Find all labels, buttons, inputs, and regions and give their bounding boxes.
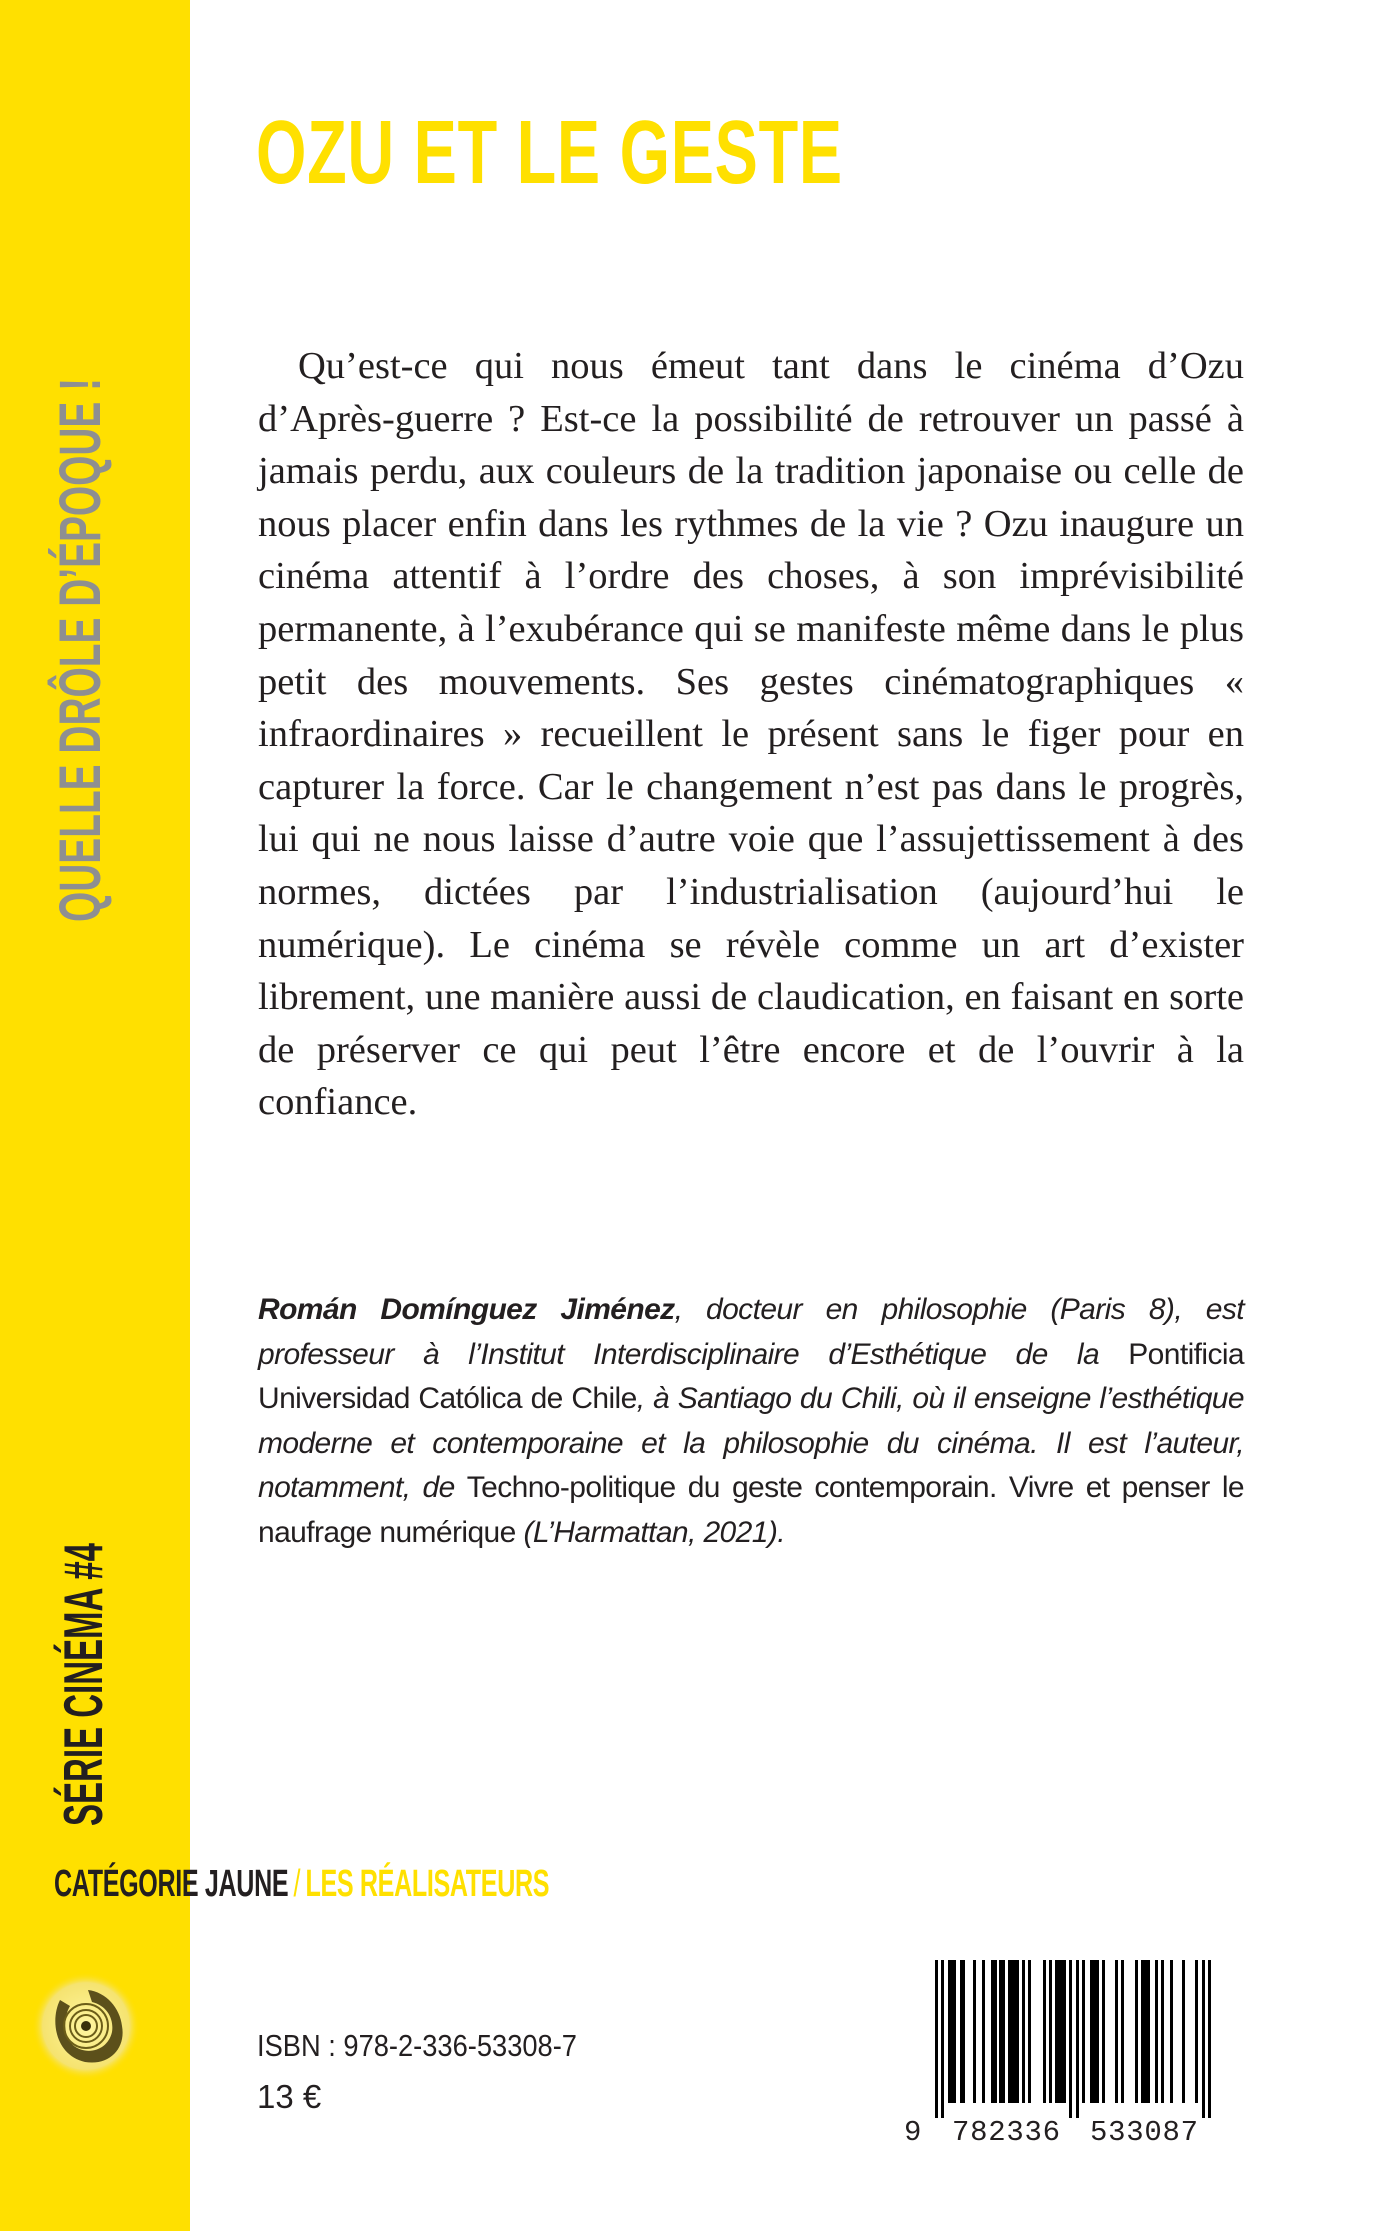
spiral-staircase-logo-icon: [30, 1970, 142, 2082]
series-number-vertical: SÉRIE CINÉMA #4: [52, 1542, 114, 1826]
category-separator: /: [293, 1863, 301, 1905]
author-bio: [258, 1288, 1244, 1556]
barcode-left-digits: 782336: [952, 2116, 1060, 2149]
bio-part-3: (L’Harmattan, 2021).: [515, 1515, 785, 1549]
previous-book-title: Techno-politique du geste contemporain. Vivre et penser le naufrage numérique: [258, 1471, 1244, 1549]
blurb-paragraph: Qu’est-ce qui nous émeut tant dans le cinéma d’Ozu d’Après-guerre ? Est-ce la possibilité de retrouver un passé à jamais perdu, aux couleurs de la tradition japonaise ou celle de nous placer enfin dans les rythmes de la vie ? Ozu inaugure un cinéma attentif à l’ordre des choses, à son imprévisibilité permanente, à l’exubérance qui se manifeste même dans le plus petit des mouvements. Ses gestes cinématographiques « infraordinaires » recueillent le présent sans le figer pour en capturer la force. Car le changement n’est pas dans le progrès, lui qui ne nous laisse d’autre voie que l’assujettissement à des normes, dictées par l’industrialisation (aujourd’hui le numérique). Le cinéma se révèle comme un art d’exister librement, une manière aussi de claudication, en faisant en sorte de préserver ce qui peut l’être encore et de l’ouvrir à la confiance.: [258, 345, 1244, 1124]
price-label: 13 €: [257, 2078, 322, 2115]
author-name: Román Domínguez Jiménez: [258, 1293, 675, 1326]
isbn-label: ISBN : 978-2-336-53308-7: [257, 2028, 577, 2063]
category-line: [54, 1865, 549, 1903]
barcode-icon: [900, 1955, 1230, 2155]
category-sub: LES RÉALISATEURS: [305, 1863, 550, 1905]
category-main: CATÉGORIE JAUNE: [54, 1863, 289, 1905]
bio-part-2: , à Santiago du Chili, où il enseigne l’esthétique moderne et contemporaine et la philosophie du cinéma. Il est l’auteur, notamment, de: [258, 1382, 1244, 1505]
book-title: OZU ET LE GESTE: [256, 103, 843, 203]
barcode-first-digit: 9: [904, 2116, 922, 2149]
university-name: Pontificia Universidad Católica de Chile: [258, 1337, 1244, 1416]
series-name-vertical: QUELLE DRÔLE D’ÉPOQUE !: [48, 377, 113, 923]
bio-part-1: , docteur en philosophie (Paris 8), est professeur à l’Institut Interdisciplinaire d’Esthétique de la: [258, 1293, 1244, 1371]
barcode-right-digits: 533087: [1090, 2116, 1198, 2149]
